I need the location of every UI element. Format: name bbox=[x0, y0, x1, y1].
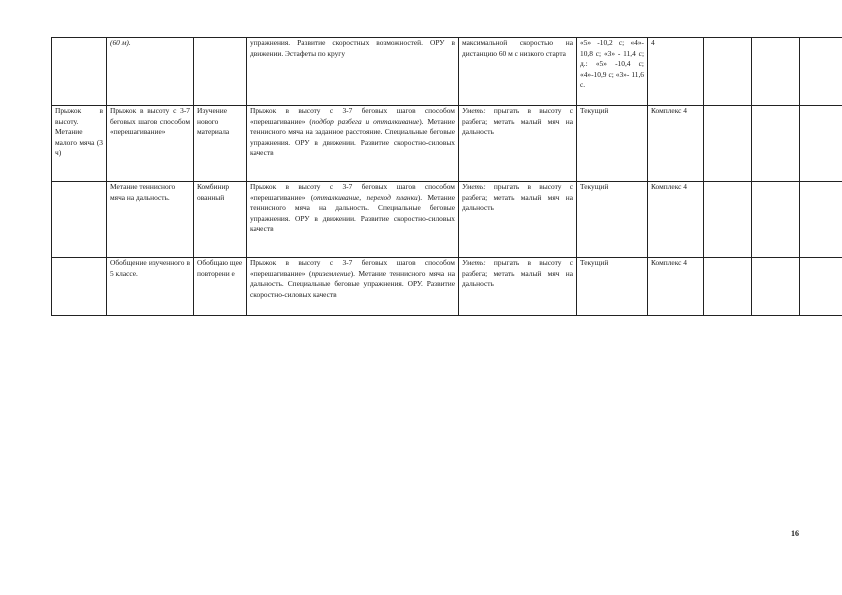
cell-requirements: Уметь: прыгать в высоту с разбега; метать малый мяч на дальность bbox=[459, 182, 577, 258]
cell-empty bbox=[800, 38, 842, 106]
cell-homework: Комплекс 4 bbox=[648, 106, 704, 182]
cell-empty bbox=[752, 38, 800, 106]
table-row bbox=[52, 258, 842, 316]
cell-lesson-type: Изучение нового материала bbox=[194, 106, 247, 182]
page-number: 16 bbox=[791, 529, 799, 538]
cell-homework: Комплекс 4 bbox=[648, 258, 704, 316]
cell-empty bbox=[704, 258, 752, 316]
cell-homework: 4 bbox=[648, 38, 704, 106]
cell-topic: Прыжок в высоту с 3-7 беговых шагов способом «перешагивание» bbox=[107, 106, 194, 182]
cell-empty bbox=[800, 106, 842, 182]
cell-topic: Метание теннисного мяча на дальность. bbox=[107, 182, 194, 258]
cell-empty bbox=[704, 182, 752, 258]
cell-control: Текущий bbox=[577, 106, 648, 182]
cell-empty bbox=[704, 106, 752, 182]
cell-empty bbox=[800, 258, 842, 316]
cell-lesson-type: Комбинир ованный bbox=[194, 182, 247, 258]
cell-requirements: Уметь: прыгать в высоту с разбега; метать малый мяч на дальность bbox=[459, 106, 577, 182]
cell-requirements: Уметь: прыгать в высоту с разбега; метать малый мяч на дальность bbox=[459, 258, 577, 316]
cell-section: Прыжок в высоту. Метание малого мяча (3 ч) bbox=[52, 106, 107, 182]
cell-content: Прыжок в высоту с 3-7 беговых шагов способом «перешагивание» (приземление). Метание теннисного мяча на дальность. Специальные беговые упражнения. ОРУ. Развитие скоростно-силовых качеств bbox=[247, 258, 459, 316]
cell-lesson-type bbox=[194, 38, 247, 106]
table-row bbox=[52, 106, 842, 182]
cell-section bbox=[52, 38, 107, 106]
cell-topic: Обобщение изученного в 5 классе. bbox=[107, 258, 194, 316]
table-row bbox=[52, 38, 842, 106]
cell-requirements: максимальной скоростью на дистанцию 60 м с низкого старта bbox=[459, 38, 577, 106]
cell-content: Прыжок в высоту с 3-7 беговых шагов способом «перешагивание» (отталкивание, переход планки). Метание теннисного мяча на дальность. Специальные беговые упражнения. ОРУ в движении. Развитие скоростно-силовых качеств bbox=[247, 182, 459, 258]
cell-empty bbox=[800, 182, 842, 258]
cell-empty bbox=[752, 258, 800, 316]
cell-empty bbox=[752, 182, 800, 258]
cell-section bbox=[52, 258, 107, 316]
cell-section bbox=[52, 182, 107, 258]
cell-topic: (60 м). bbox=[107, 38, 194, 106]
cell-empty bbox=[704, 38, 752, 106]
cell-control: Текущий bbox=[577, 182, 648, 258]
cell-content: упражнения. Развитие скоростных возможностей. ОРУ в движении. Эстафеты по кругу bbox=[247, 38, 459, 106]
cell-empty bbox=[752, 106, 800, 182]
cell-control: Текущий bbox=[577, 258, 648, 316]
table-row bbox=[52, 182, 842, 258]
cell-control: «5» -10,2 с; «4»- 10,8 с; «3» - 11,4 с; д.: «5» -10,4 с; «4»-10,9 с; «3»- 11,6 с. bbox=[577, 38, 648, 106]
cell-lesson-type: Обобщаю щее повторени е bbox=[194, 258, 247, 316]
cell-homework: Комплекс 4 bbox=[648, 182, 704, 258]
cell-content: Прыжок в высоту с 3-7 беговых шагов способом «перешагивание» (подбор разбега и отталкивание). Метание теннисного мяча на заданное расстояние. Специальные беговые упражнения. ОРУ в движении. Развитие скоростно-силовых качеств bbox=[247, 106, 459, 182]
lesson-plan-table bbox=[51, 37, 842, 316]
